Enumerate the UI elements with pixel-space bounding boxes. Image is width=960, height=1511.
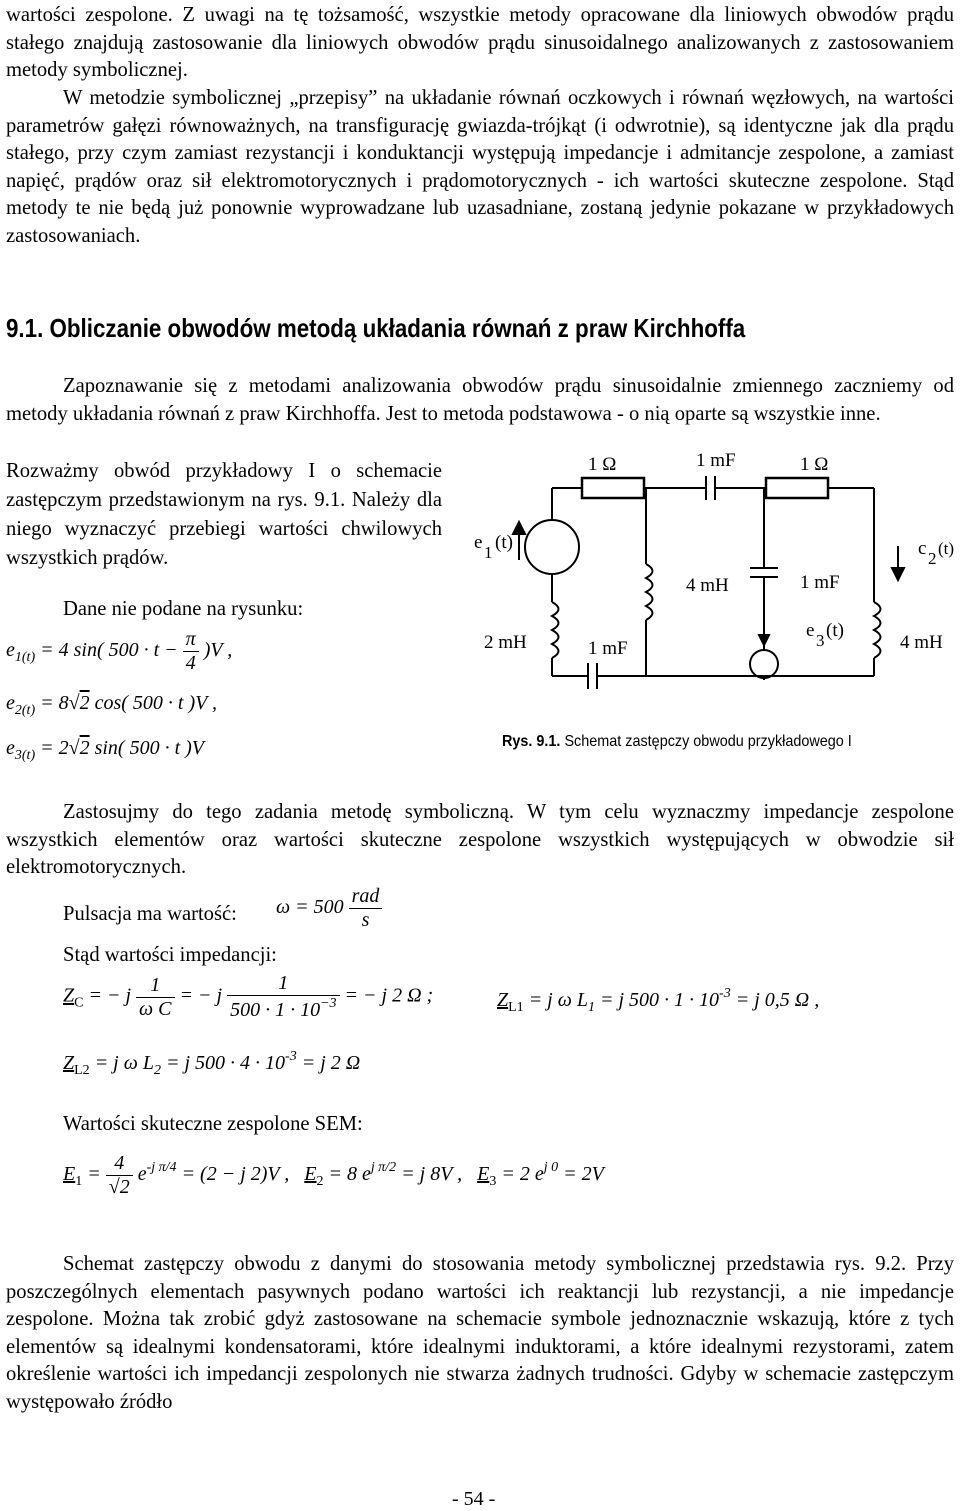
- pulsation-label: Pulsacja ma wartość:: [63, 903, 237, 925]
- impedance-label: Stąd wartości impedancji:: [63, 944, 277, 966]
- label-c-mid: 1 mF: [800, 572, 840, 593]
- paragraph-symbolic-method: W metodzie symbolicznej „przepisy” na układanie równań oczkowych i równań węzłowych, na wartości parametrów gałęzi równoważnych, na transfigurację gwiazda-trójkąt (i odwrotnie), są identyczne jak dla prądu stałego, przy czym zamiast rezystancji i konduktancji występują impedancje i admitancje zespolone, a zamiast napięć, prądów oraz sił elektromotorycznych i prądomotorycznych - ich wartości skuteczne zespolone. Stąd metody te nie będą już ponownie wyprowadzane lub uzasadniane, zostaną jedynie pokazane w przykładowych zastosowaniach.: [6, 87, 954, 247]
- label-e3-t: (t): [826, 620, 844, 641]
- label-c2-sub: 2: [928, 549, 937, 568]
- sem-label: Wartości skuteczne zespolone SEM:: [63, 1113, 363, 1135]
- circuit-diagram: [470, 448, 956, 712]
- equation-omega: ω = 500 $\frac{\text{rad}}{s}$: [276, 885, 382, 932]
- equation-zc: $Z_C$ = − j $\frac{1}{\text{ω C}}$ = − j $\frac{1}{500 \cdot 1 \cdot 10^{-3}}$ = − j 2 Ω ;: [63, 972, 434, 1021]
- paragraph-final: Schemat zastępczy obwodu z danymi do stosowania metody symbolicznej przedstawia rys. 9.2. Przy poszczególnych elementach pasywnych podano wartości ich reaktancji lub rezystancji, a nie impedancje zespolone. Można tak zrobić gdyż zastosowane na schemacie symbole jednoznacznie wskazują, które z tych elementów są idealnymi kondensatorami, które idealnymi induktorami, a które idealnymi rezystorami, zatem określenie wartości ich impedancji zespolonych nie stwarza żadnych trudności. Gdyby w schemacie zastępczym występowało źródło: [6, 1253, 954, 1413]
- label-e1-sub: 1: [484, 543, 493, 562]
- paragraph-kirchhoff-intro: Zapoznawanie się z metodami analizowania obwodów prądu sinusoidalnie zmiennego zaczniemy od metody układania równań z praw Kirchhoffa. Jest to metoda podstawowa - o nią oparte są wszystkie inne.: [6, 375, 954, 425]
- equation-zl1: $Z_{L1} = j$ ω $L_1 = j$ $500 \cdot 1 \cdot 10^{-3} = j$ 0,5 Ω ,: [497, 986, 820, 1015]
- label-r1: 1 Ω: [588, 454, 617, 475]
- paragraph-symbolic-apply: Zastosujmy do tego zadania metodę symboliczną. W tym celu wyznaczmy impedancje zespolone wszystkich elementów oraz wartości skuteczne zespolone wszystkich występujących w obwodzie sił elektromotorycznych.: [6, 801, 954, 879]
- label-r2: 1 Ω: [800, 454, 829, 475]
- label-c2: c: [918, 538, 927, 559]
- equation-zl2: $Z_{L2} = j$ ω $L_2 = j$ $500 \cdot 4 \cdot 10^{-3} = j$ 2 Ω: [63, 1049, 361, 1078]
- label-l-right: 4 mH: [900, 632, 943, 653]
- paragraph-intro-continuation: wartości zespolone. Z uwagi na tę tożsamość, wszystkie metody opracowane dla liniowych obwodów prądu stałego znajdują zastosowanie dla liniowych obwodów prądu sinusoidalnego analizowanych z zastosowaniem metody symbolicznej.: [6, 4, 954, 82]
- equation-sem: $E_1$ = $\frac{4}{√2}$ $e^{-j \pi/4} = (2 - j$ 2)V , $E_2 = 8$ $e^{j \pi/2} = j$ 8V , $E_3 = 2$ $e^{j 0} = 2V$: [63, 1152, 604, 1198]
- equation-e3: $e_{3(t)} = 2√2$ sin( 500 · t )V: [6, 737, 205, 763]
- section-heading: 9.1. Obliczanie obwodów metodą układania równań z praw Kirchhoffa: [6, 313, 746, 343]
- label-e1-t: (t): [495, 532, 513, 553]
- label-c-top: 1 mF: [696, 450, 736, 471]
- equation-e1: $e_{1(t)} = 4$ sin( 500 · t − $\frac{\pi}{4}$ )V ,: [6, 628, 233, 674]
- figure-caption: Rys. 9.1. Schemat zastępczy obwodu przykładowego I: [502, 733, 852, 750]
- label-e3: e: [806, 620, 815, 641]
- label-l-left: 2 mH: [484, 632, 527, 653]
- equation-e2: $e_{2(t)} = 8√2$ cos( 500 · t )V ,: [6, 692, 217, 718]
- label-c-bottom: 1 mF: [588, 638, 628, 659]
- paragraph-example-circuit: Rozważmy obwód przykładowy I o schemacie zastępczym przedstawionym na rys. 9.1. Należy dla niego wyznaczyć przebiegi wartości chwilowych wszystkich prądów.: [6, 460, 442, 569]
- label-e1: e: [474, 532, 483, 553]
- given-data-label: Dane nie podane na rysunku:: [63, 598, 304, 620]
- label-l-mid: 4 mH: [686, 575, 729, 596]
- page-number: - 54 -: [452, 1488, 496, 1510]
- label-c2-t: (t): [938, 539, 955, 558]
- label-e3-sub: 3: [816, 631, 825, 650]
